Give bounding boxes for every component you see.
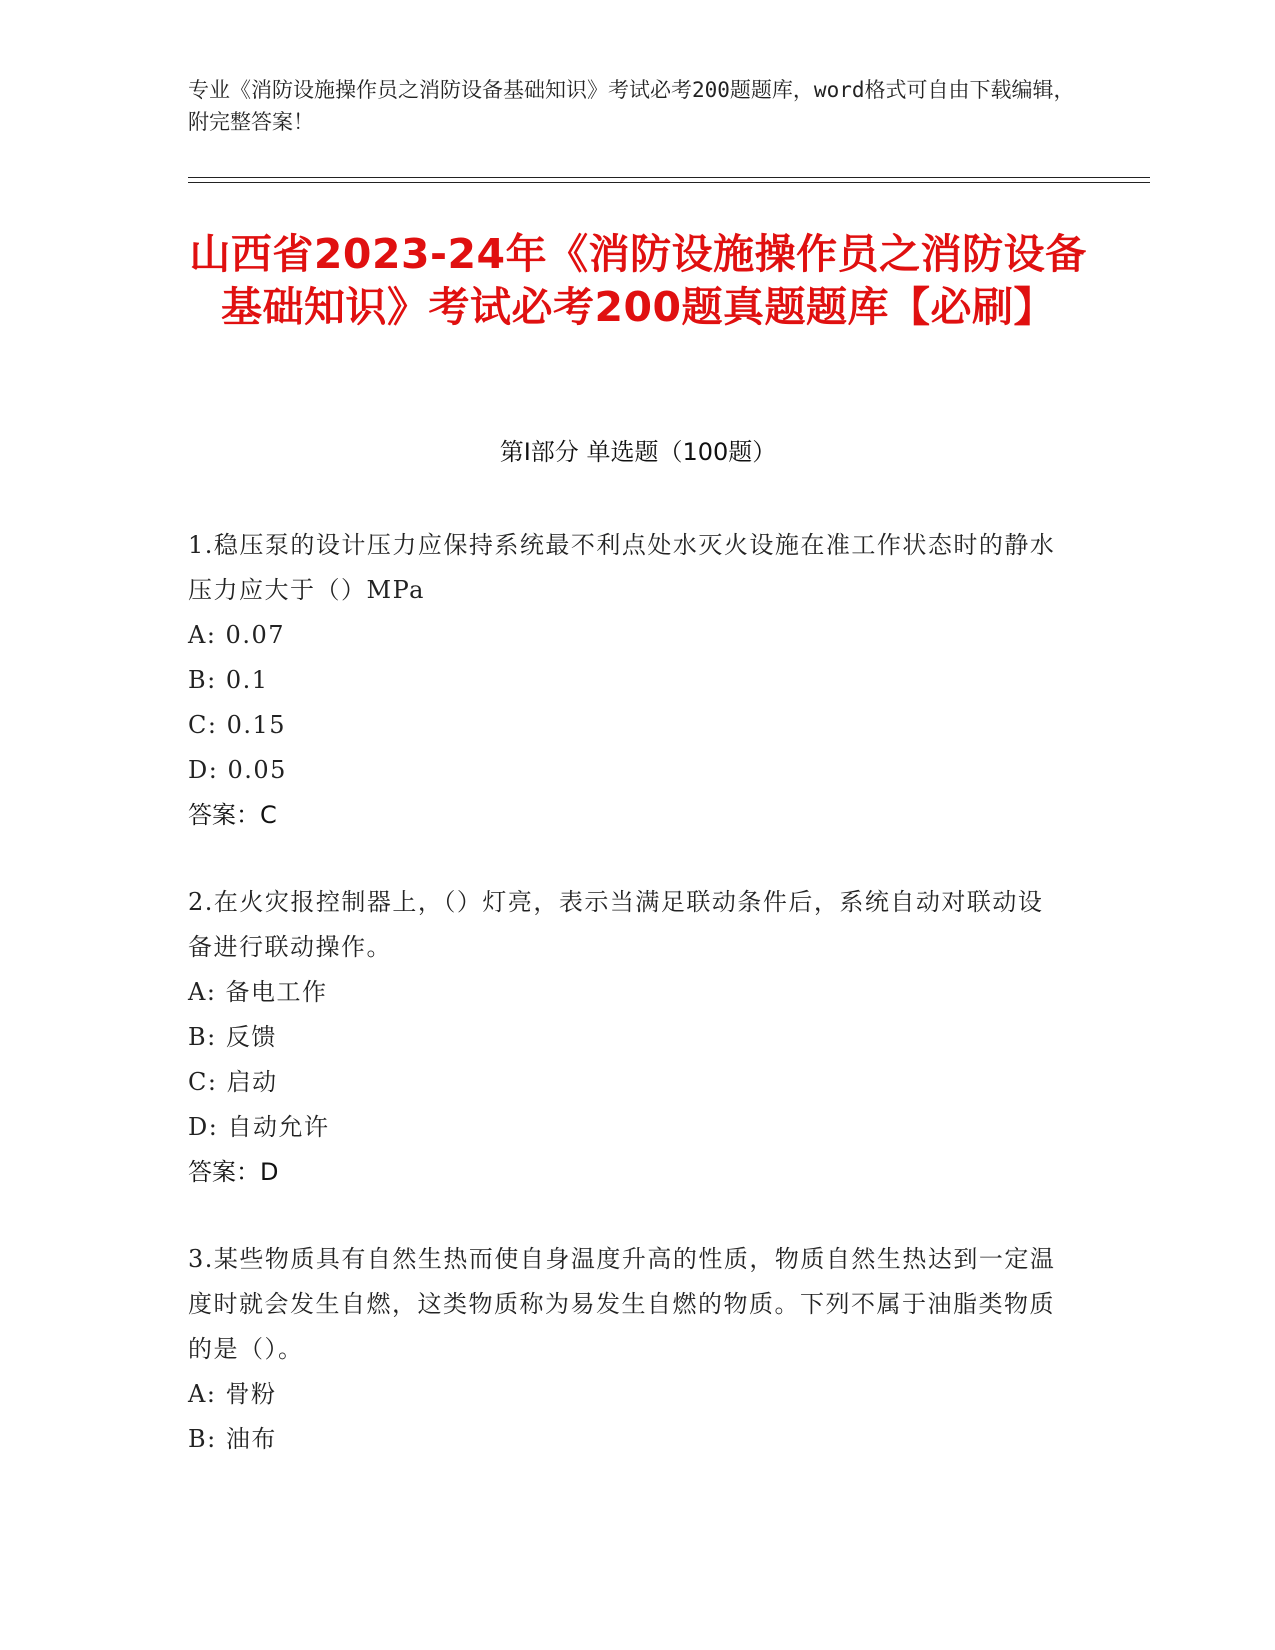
question-text: 2.在火灾报控制器上，（）灯亮，表示当满足联动条件后，系统自动对联动设备进行联动操作。 (188, 888, 1044, 961)
question-text: 3.某些物质具有自然生热而使自身温度升高的性质，物质自然生热达到一定温度时就会发生自燃，这类物质称为易发生自燃的物质。下列不属于油脂类物质的是（）。 (188, 1245, 1056, 1363)
question-1 (188, 523, 1068, 838)
option-a: A: 备电工作 (188, 978, 328, 1006)
header-divider-top (188, 177, 1150, 178)
option-d: D: 0.05 (188, 756, 287, 784)
answer: 答案：C (188, 801, 277, 829)
document-title: 山西省2023-24年《消防设施操作员之消防设备基础知识》考试必考200题真题题库【必刷】 (189, 230, 1087, 331)
option-d: D: 自动允许 (188, 1113, 330, 1141)
header-divider-bottom (188, 182, 1150, 183)
question-2 (188, 880, 1068, 1195)
question-text: 1.稳压泵的设计压力应保持系统最不利点处水灭火设施在准工作状态时的静水压力应大于（）MPa (188, 531, 1056, 604)
option-b: B: 反馈 (188, 1023, 277, 1051)
answer: 答案：D (188, 1158, 279, 1186)
option-b: B: 油布 (188, 1425, 277, 1453)
option-a: A: 0.07 (188, 621, 285, 649)
option-a: A: 骨粉 (188, 1380, 277, 1408)
question-3 (188, 1237, 1068, 1462)
option-c: C: 启动 (188, 1068, 278, 1096)
option-c: C: 0.15 (188, 711, 287, 739)
header-note: 专业《消防设施操作员之消防设备基础知识》考试必考200题题库，word格式可自由下载编辑，附完整答案！ (188, 78, 1075, 134)
option-b: B: 0.1 (188, 666, 269, 694)
question-list (188, 523, 1068, 1504)
section-title: 第I部分 单选题（100题） (499, 438, 777, 466)
